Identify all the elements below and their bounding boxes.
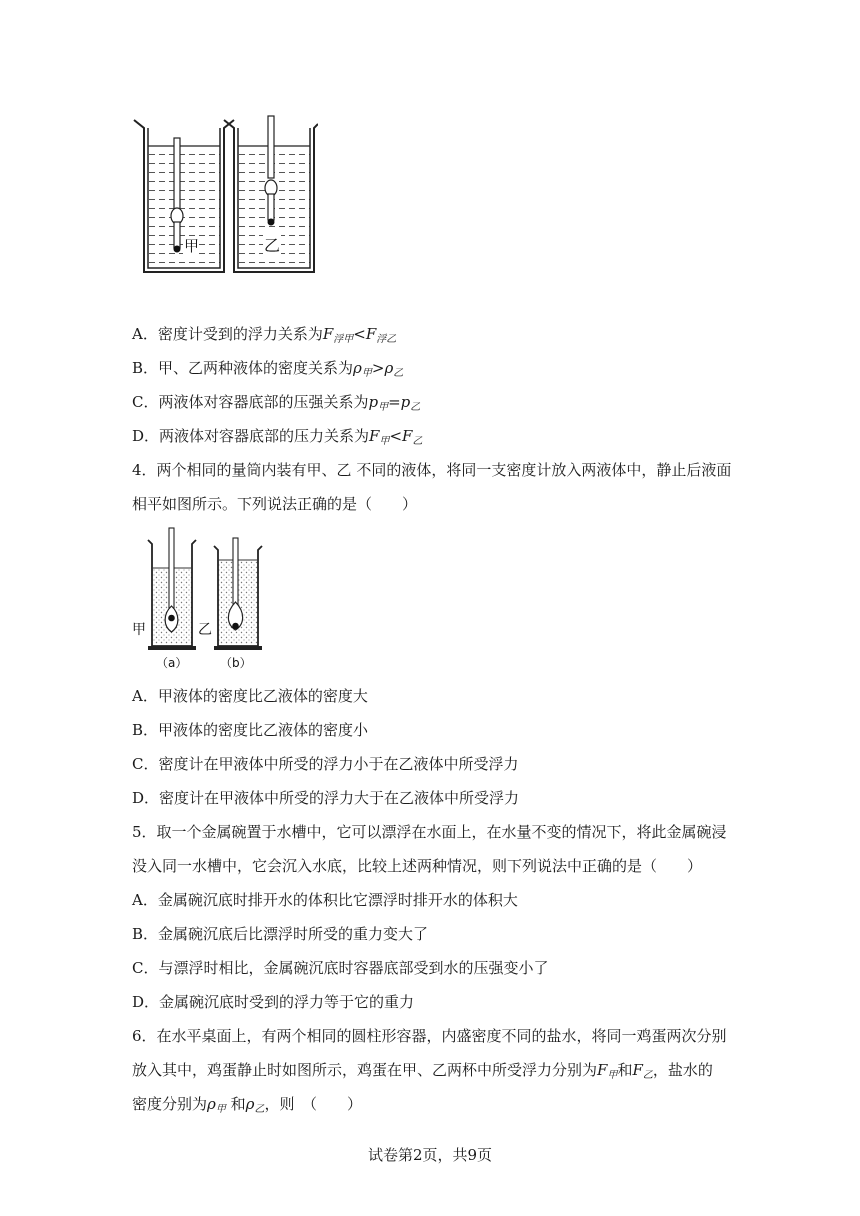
stem-text: 密度分别为: [132, 1095, 208, 1113]
cylinder-a: [132, 528, 196, 670]
symbol: ρ: [207, 1095, 216, 1113]
operator: <: [389, 427, 403, 445]
subscript: 乙: [410, 402, 421, 413]
label-yi: 乙: [264, 236, 281, 255]
symbol: p: [368, 393, 379, 411]
q5-option-c: C．与漂浮时相比，金属碗沉底时容器底部受到水的压强变小了: [132, 959, 549, 977]
q5-stem-line2: 没入同一水槽中，它会沉入水底，比较上述两种情况，则下列说法中正确的是（ ）: [132, 857, 703, 875]
symbol: ρ: [245, 1095, 255, 1113]
graduated-cylinders-figure: [130, 526, 270, 672]
subscript: 甲: [215, 1104, 226, 1115]
subscript: 甲: [379, 436, 390, 447]
q4-option-b: B．甲液体的密度比乙液体的密度小: [132, 721, 369, 739]
q5-option-d: D．金属碗沉底时受到的浮力等于它的重力: [132, 993, 415, 1011]
q4-option-c: C．密度计在甲液体中所受的浮力小于在乙液体中所受浮力: [132, 755, 519, 773]
stem-text: 放入其中，鸡蛋静止时如图所示，鸡蛋在甲、乙两杯中所受浮力分别为: [132, 1061, 598, 1079]
subscript: 浮甲: [333, 334, 354, 345]
q5-option-a: A．金属碗沉底时排开水的体积比它漂浮时排开水的体积大: [132, 891, 518, 909]
beaker-left: [134, 120, 234, 272]
subscript: 甲: [361, 368, 372, 379]
q4-option-d: D．密度计在甲液体中所受的浮力大于在乙液体中所受浮力: [132, 789, 520, 807]
option-text: D．两液体对容器底部的压力关系为: [132, 427, 370, 445]
q4-option-a: A．甲液体的密度比乙液体的密度大: [132, 687, 368, 705]
operator: <: [353, 325, 366, 343]
cylinder-b: [198, 538, 262, 670]
symbol: F: [632, 1061, 643, 1079]
operator: =: [388, 393, 401, 411]
label-yi: 乙: [198, 622, 212, 638]
label-jia: 甲: [132, 622, 146, 638]
subscript: 乙: [393, 368, 404, 379]
stem-text: 和: [617, 1061, 633, 1079]
subscript: 乙: [642, 1070, 653, 1081]
q5-stem-line1: 5．取一个金属碗置于水槽中，它可以漂浮在水面上，在水量不变的情况下，将此金属碗浸: [132, 823, 727, 841]
subscript: 甲: [378, 402, 389, 413]
subscript: 甲: [607, 1070, 618, 1081]
hydrometer-beakers-figure: [128, 114, 318, 276]
symbol: F: [402, 427, 413, 445]
subscript: 浮乙: [376, 334, 397, 345]
option-text: A．密度计受到的浮力关系为: [132, 325, 323, 343]
label-jia: 甲: [184, 237, 200, 255]
q3-option-d: [132, 426, 422, 452]
symbol: F: [597, 1061, 608, 1079]
option-text: B．甲、乙两种液体的密度关系为: [132, 359, 354, 377]
q3-option-a: [132, 324, 396, 350]
caption-b: （b）: [220, 656, 252, 670]
stem-text: 和: [225, 1095, 246, 1113]
q5-option-b: B．金属碗沉底后比漂浮时所受的重力变大了: [132, 925, 429, 943]
symbol: ρ: [353, 359, 362, 377]
q4-stem-line1: 4．两个相同的量筒内装有甲、乙 不同的液体，将同一支密度计放入两液体中，静止后液面: [132, 461, 732, 479]
q3-option-b: [132, 358, 403, 384]
q4-stem-line2: 相平如图所示。下列说法正确的是（ ）: [132, 495, 418, 513]
subscript: 乙: [412, 436, 423, 447]
stem-text: ，则 （ ）: [264, 1095, 362, 1113]
q6-stem-line1: 6．在水平桌面上，有两个相同的圆柱形容器，内盛密度不同的盐水，将同一鸡蛋两次分别: [132, 1027, 727, 1045]
q6-stem-line2: [132, 1060, 713, 1086]
symbol: ρ: [384, 359, 394, 377]
operator: >: [371, 359, 385, 377]
q6-stem-line3: [132, 1094, 362, 1120]
q3-option-c: [132, 392, 420, 418]
symbol: F: [322, 325, 334, 343]
page-footer: 试卷第2页，共9页: [367, 1146, 493, 1164]
symbol: p: [400, 393, 411, 411]
option-text: C．两液体对容器底部的压强关系为: [132, 393, 369, 411]
beaker-right: [224, 116, 318, 272]
symbol: F: [369, 427, 380, 445]
caption-a: （a）: [156, 656, 188, 670]
subscript: 乙: [254, 1104, 265, 1115]
symbol: F: [365, 325, 377, 343]
stem-text: ，盐水的: [652, 1061, 713, 1079]
